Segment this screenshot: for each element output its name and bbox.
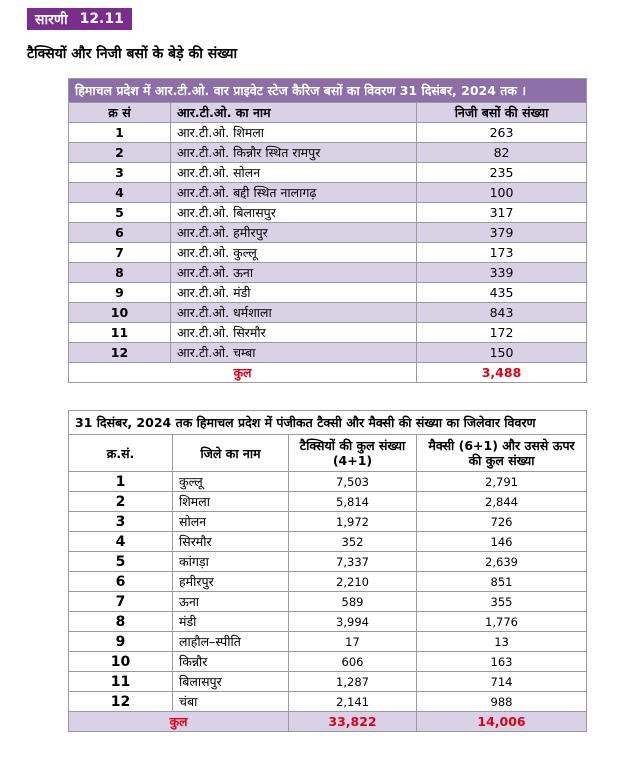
row-district: हमीरपुर xyxy=(173,572,289,592)
col-header-bus-count: निजी बसों की संख्या xyxy=(417,103,587,123)
row-bus-count: 172 xyxy=(417,323,587,343)
table-number: 12.11 xyxy=(79,11,124,27)
row-rto-name: आर.टी.ओ. धर्मशाला xyxy=(171,303,417,323)
row-taxi-count: 352 xyxy=(289,532,417,552)
total-maxi: 14,006 xyxy=(417,712,587,732)
table-row xyxy=(69,652,587,672)
col-header-serial: क्र.सं. xyxy=(69,435,173,472)
row-rto-name: आर.टी.ओ. सिरमौर xyxy=(171,323,417,343)
table-row xyxy=(69,183,587,203)
row-serial: 4 xyxy=(69,532,173,552)
row-taxi-count: 1,287 xyxy=(289,672,417,692)
row-bus-count: 235 xyxy=(417,163,587,183)
table-row xyxy=(69,632,587,652)
row-taxi-count: 7,337 xyxy=(289,552,417,572)
row-serial: 10 xyxy=(69,303,171,323)
total-label: कुल xyxy=(69,712,289,732)
col-header-serial: क्र सं xyxy=(69,103,171,123)
row-bus-count: 82 xyxy=(417,143,587,163)
row-maxi-count: 2,639 xyxy=(417,552,587,572)
row-rto-name: आर.टी.ओ. चम्बा xyxy=(171,343,417,363)
row-serial: 8 xyxy=(69,263,171,283)
row-taxi-count: 2,141 xyxy=(289,692,417,712)
table-row xyxy=(69,283,587,303)
table-row xyxy=(69,692,587,712)
row-maxi-count: 2,844 xyxy=(417,492,587,512)
table-row xyxy=(69,532,587,552)
table-row xyxy=(69,672,587,692)
row-taxi-count: 5,814 xyxy=(289,492,417,512)
row-rto-name: आर.टी.ओ. सोलन xyxy=(171,163,417,183)
taxi-maxi-table-title: 31 दिसंबर, 2024 तक हिमाचल प्रदेश में पंजीकत टैक्सी और मैक्सी की संख्या का जिलेवार विवरण xyxy=(69,411,587,435)
table-row xyxy=(69,263,587,283)
section-subtitle: टैक्सियों और निजी बसों के बेड़े की संख्या xyxy=(27,46,238,62)
row-maxi-count: 2,791 xyxy=(417,472,587,492)
row-rto-name: आर.टी.ओ. बिलासपुर xyxy=(171,203,417,223)
table-row xyxy=(69,223,587,243)
row-district: सोलन xyxy=(173,512,289,532)
row-maxi-count: 355 xyxy=(417,592,587,612)
total-label: कुल xyxy=(69,363,417,383)
table-label-text: सारणी xyxy=(35,11,68,28)
table-row-total xyxy=(69,712,587,732)
total-taxi: 33,822 xyxy=(289,712,417,732)
table-row xyxy=(69,163,587,183)
row-bus-count: 173 xyxy=(417,243,587,263)
row-taxi-count: 606 xyxy=(289,652,417,672)
row-serial: 12 xyxy=(69,692,173,712)
table-row xyxy=(69,143,587,163)
table-label-badge xyxy=(27,8,132,30)
row-bus-count: 317 xyxy=(417,203,587,223)
row-district: सिरमौर xyxy=(173,532,289,552)
table-row xyxy=(69,123,587,143)
table-row xyxy=(69,303,587,323)
row-rto-name: आर.टी.ओ. हमीरपुर xyxy=(171,223,417,243)
row-district: शिमला xyxy=(173,492,289,512)
row-bus-count: 843 xyxy=(417,303,587,323)
row-district: बिलासपुर xyxy=(173,672,289,692)
row-rto-name: आर.टी.ओ. बद्दी स्थित नालागढ़ xyxy=(171,183,417,203)
row-serial: 8 xyxy=(69,612,173,632)
row-serial: 7 xyxy=(69,592,173,612)
row-bus-count: 100 xyxy=(417,183,587,203)
row-serial: 2 xyxy=(69,143,171,163)
row-maxi-count: 146 xyxy=(417,532,587,552)
table-row xyxy=(69,572,587,592)
row-maxi-count: 1,776 xyxy=(417,612,587,632)
row-maxi-count: 714 xyxy=(417,672,587,692)
row-bus-count: 435 xyxy=(417,283,587,303)
row-rto-name: आर.टी.ओ. शिमला xyxy=(171,123,417,143)
table-row xyxy=(69,203,587,223)
row-rto-name: आर.टी.ओ. किन्नौर स्थित रामपुर xyxy=(171,143,417,163)
table-row xyxy=(69,323,587,343)
col-header-district: जिले का नाम xyxy=(173,435,289,472)
col-header-rto-name: आर.टी.ओ. का नाम xyxy=(171,103,417,123)
row-district: कुल्लू xyxy=(173,472,289,492)
table-row xyxy=(69,552,587,572)
table-row xyxy=(69,492,587,512)
row-serial: 12 xyxy=(69,343,171,363)
private-bus-table-title: हिमाचल प्रदेश में आर.टी.ओ. वार प्राइवेट स्टेज कैरिज बसों का विवरण 31 दिसंबर, 2024 तक । xyxy=(69,79,587,103)
table-row xyxy=(69,472,587,492)
row-maxi-count: 13 xyxy=(417,632,587,652)
row-taxi-count: 2,210 xyxy=(289,572,417,592)
row-bus-count: 150 xyxy=(417,343,587,363)
row-serial: 11 xyxy=(69,323,171,343)
row-serial: 5 xyxy=(69,552,173,572)
row-serial: 2 xyxy=(69,492,173,512)
row-maxi-count: 851 xyxy=(417,572,587,592)
col-header-taxi-count: टैक्सियों की कुल संख्या (4+1) xyxy=(289,435,417,472)
row-rto-name: आर.टी.ओ. मंडी xyxy=(171,283,417,303)
row-serial: 11 xyxy=(69,672,173,692)
row-serial: 4 xyxy=(69,183,171,203)
row-taxi-count: 3,994 xyxy=(289,612,417,632)
row-district: किन्नौर xyxy=(173,652,289,672)
table-row-total xyxy=(69,363,587,383)
row-maxi-count: 988 xyxy=(417,692,587,712)
row-serial: 7 xyxy=(69,243,171,263)
row-rto-name: आर.टी.ओ. ऊना xyxy=(171,263,417,283)
row-maxi-count: 163 xyxy=(417,652,587,672)
row-serial: 3 xyxy=(69,512,173,532)
row-bus-count: 263 xyxy=(417,123,587,143)
row-serial: 5 xyxy=(69,203,171,223)
table-row xyxy=(69,512,587,532)
row-serial: 9 xyxy=(69,632,173,652)
row-district: कांगड़ा xyxy=(173,552,289,572)
row-serial: 9 xyxy=(69,283,171,303)
row-maxi-count: 726 xyxy=(417,512,587,532)
row-taxi-count: 589 xyxy=(289,592,417,612)
row-district: लाहौल–स्पीति xyxy=(173,632,289,652)
row-serial: 1 xyxy=(69,123,171,143)
table-row xyxy=(69,343,587,363)
row-district: ऊना xyxy=(173,592,289,612)
row-bus-count: 379 xyxy=(417,223,587,243)
col-header-maxi-count: मैक्सी (6+1) और उससे ऊपर की कुल संख्या xyxy=(417,435,587,472)
row-taxi-count: 1,972 xyxy=(289,512,417,532)
row-taxi-count: 17 xyxy=(289,632,417,652)
table-row xyxy=(69,243,587,263)
row-serial: 6 xyxy=(69,223,171,243)
row-district: चंबा xyxy=(173,692,289,712)
total-value: 3,488 xyxy=(417,363,587,383)
row-district: मंडी xyxy=(173,612,289,632)
row-serial: 6 xyxy=(69,572,173,592)
private-bus-table xyxy=(68,78,587,383)
taxi-maxi-table xyxy=(68,410,587,732)
row-taxi-count: 7,503 xyxy=(289,472,417,492)
table-row xyxy=(69,612,587,632)
row-serial: 10 xyxy=(69,652,173,672)
row-bus-count: 339 xyxy=(417,263,587,283)
row-rto-name: आर.टी.ओ. कुल्लू xyxy=(171,243,417,263)
table-row xyxy=(69,592,587,612)
row-serial: 1 xyxy=(69,472,173,492)
row-serial: 3 xyxy=(69,163,171,183)
